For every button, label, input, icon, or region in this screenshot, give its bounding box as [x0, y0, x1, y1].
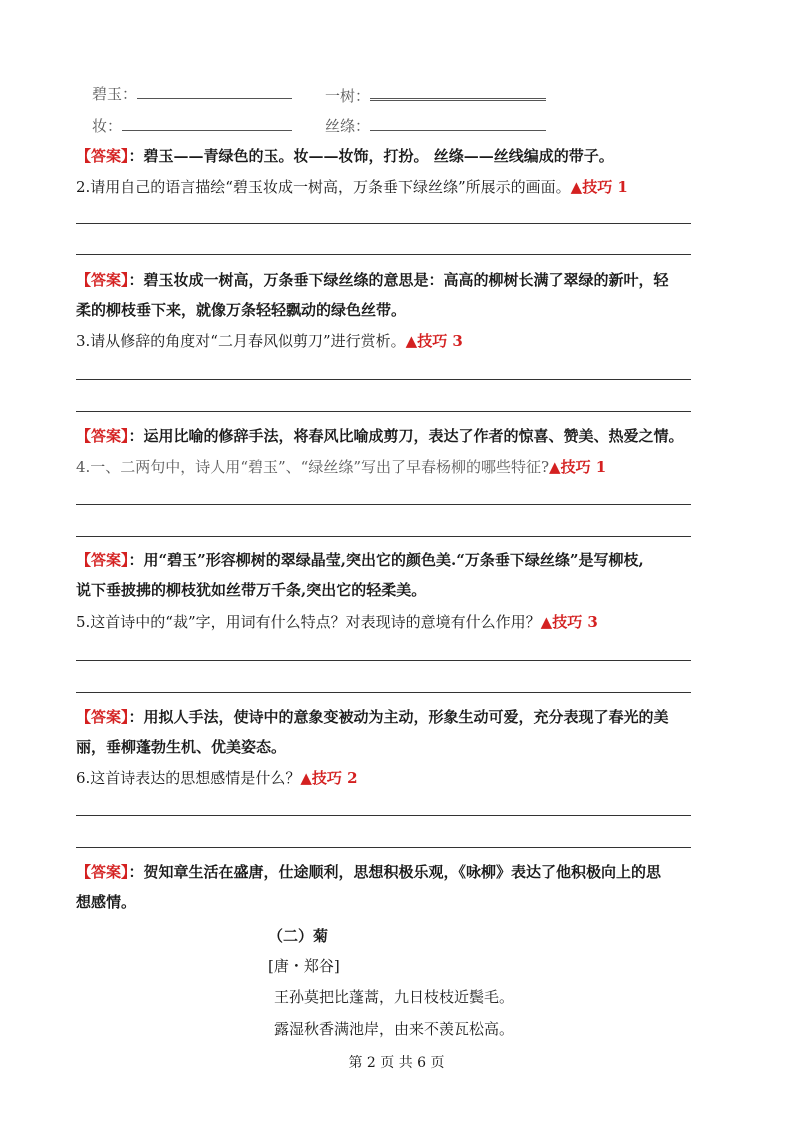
question-2 — [76, 177, 628, 197]
answer-tag: 【答案】 — [76, 427, 129, 445]
answer-line[interactable] — [76, 411, 691, 412]
vocab-row-2 — [92, 116, 292, 136]
poem-line-1: 王孙莫把比蓬蒿，九日枝枝近鬓毛。 — [274, 988, 515, 1006]
answer-5-text-1: ：用拟人手法，使诗中的意象变被动为主动，形象生动可爱，充分表现了春光的美 — [128, 708, 669, 726]
answer-6-line-2: 想感情。 — [76, 893, 137, 911]
answer-6-text-1: ：贺知章生活在盛唐，仕途顺利，思想积极乐观，《咏柳》表达了他积极向上的思 — [128, 863, 662, 881]
vocab-label-yishu: 一树： — [325, 87, 371, 105]
vocab-row-1 — [92, 84, 292, 104]
poem-title: （二）菊 — [268, 927, 329, 945]
blank-sitao[interactable] — [370, 116, 546, 131]
answer-line[interactable] — [76, 379, 691, 380]
question-6-text: 6.这首诗表达的思想感情是什么？ — [76, 769, 301, 787]
tip-badge: ▲技巧 3 — [405, 332, 463, 350]
blank-biyu[interactable] — [137, 84, 292, 99]
vocab-row-1b — [325, 84, 546, 106]
answer-5-line-1 — [76, 707, 669, 727]
vocab-row-2b — [325, 116, 546, 136]
answer-line[interactable] — [76, 815, 691, 816]
answer-line[interactable] — [76, 536, 691, 537]
answer-3-text: ：运用比喻的修辞手法，将春风比喻成剪刀，表达了作者的惊喜、赞美、热爱之情。 — [128, 427, 684, 445]
answer-1-text: ：碧玉——青绿色的玉。妆——妆饰，打扮。 丝绦——丝线编成的带子。 — [128, 147, 614, 165]
answer-line[interactable] — [76, 254, 691, 255]
answer-line[interactable] — [76, 504, 691, 505]
answer-4-line-1 — [76, 550, 644, 570]
answer-tag: 【答案】 — [76, 271, 129, 289]
answer-line[interactable] — [76, 660, 691, 661]
vocab-label-sitao: 丝绦： — [325, 117, 371, 135]
answer-5-line-2: 丽，垂柳蓬勃生机、优美姿态。 — [76, 738, 287, 756]
question-2-text: 2.请用自己的语言描绘“碧玉妆成一树高，万条垂下绿丝绦”所展示的画面。 — [76, 178, 571, 196]
question-4 — [76, 457, 606, 477]
vocab-label-zhuang: 妆： — [92, 117, 123, 135]
answer-tag: 【答案】 — [76, 147, 129, 165]
tip-badge: ▲技巧 3 — [540, 613, 598, 631]
answer-3 — [76, 426, 684, 446]
answer-2-line-2: 柔的柳枝垂下来，就像万条轻轻飘动的绿色丝带。 — [76, 301, 407, 319]
answer-line[interactable] — [76, 223, 691, 224]
answer-4-text-1: ：用“碧玉”形容柳树的翠绿晶莹,突出它的颜色美.“万条垂下绿丝绦”是写柳枝, — [128, 551, 644, 569]
tip-badge: ▲技巧 1 — [570, 178, 628, 196]
question-5-text: 5.这首诗中的“裁”字，用词有什么特点？对表现诗的意境有什么作用？ — [76, 613, 541, 631]
poem-line-2: 露湿秋香满池岸，由来不羡瓦松高。 — [274, 1020, 515, 1038]
answer-4-line-2: 说下垂披拂的柳枝犹如丝带万千条,突出它的轻柔美。 — [76, 581, 427, 599]
answer-2-line-1 — [76, 270, 669, 290]
poem-author: [唐・郑谷] — [268, 957, 340, 975]
question-6 — [76, 768, 358, 788]
answer-tag: 【答案】 — [76, 863, 129, 881]
answer-2-text-1: ：碧玉妆成一树高，万条垂下绿丝绦的意思是：高高的柳树长满了翠绿的新叶，轻 — [128, 271, 669, 289]
answer-tag: 【答案】 — [76, 551, 129, 569]
answer-line[interactable] — [76, 692, 691, 693]
question-4-text: 4.一、二两句中，诗人用“碧玉”、“绿丝绦”写出了早春杨柳的哪些特征? — [76, 458, 550, 476]
question-3 — [76, 331, 463, 351]
question-3-text: 3.请从修辞的角度对“二月春风似剪刀”进行赏析。 — [76, 332, 406, 350]
answer-line[interactable] — [76, 847, 691, 848]
vocab-label-biyu: 碧玉： — [92, 85, 138, 103]
blank-yishu[interactable] — [370, 84, 546, 101]
tip-badge: ▲技巧 1 — [549, 458, 607, 476]
blank-zhuang[interactable] — [122, 116, 292, 131]
answer-1 — [76, 146, 614, 166]
question-5 — [76, 612, 598, 632]
answer-tag: 【答案】 — [76, 708, 129, 726]
page-footer: 第 2 页 共 6 页 — [348, 1055, 445, 1071]
answer-6-line-1 — [76, 862, 661, 882]
tip-badge: ▲技巧 2 — [300, 769, 358, 787]
